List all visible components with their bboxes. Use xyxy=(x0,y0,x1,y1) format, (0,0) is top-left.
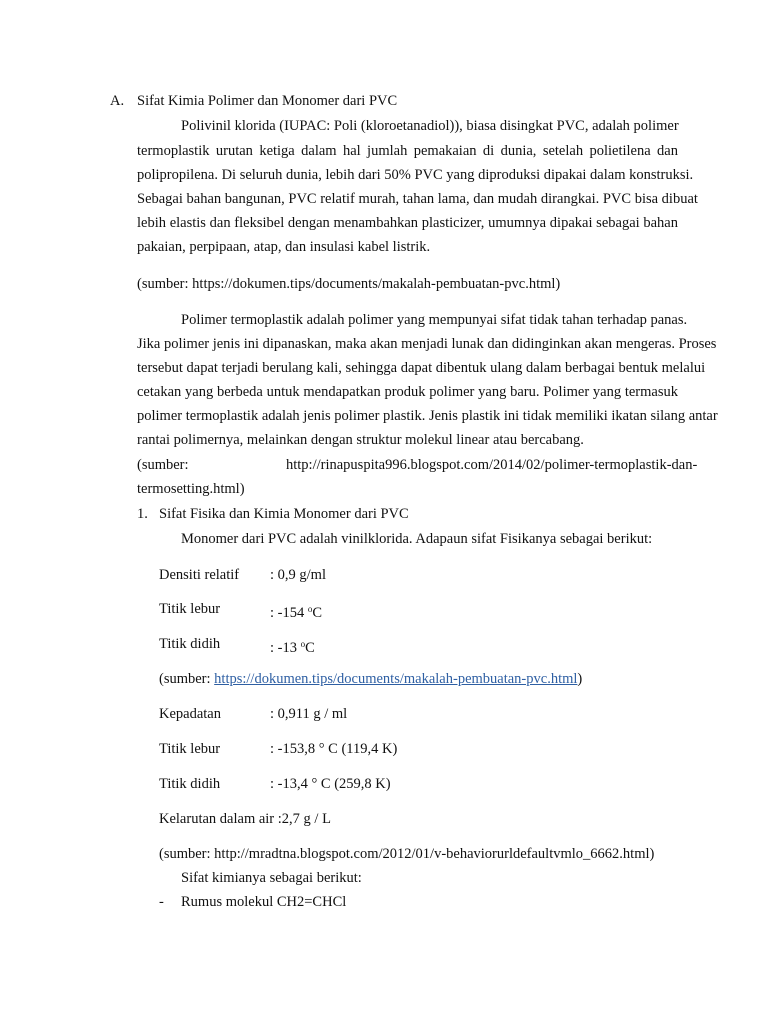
list-bullet: - xyxy=(159,894,164,910)
degree-superscript: o xyxy=(307,604,313,614)
prop-value xyxy=(270,600,322,622)
prop-value: : 0,911 g / ml xyxy=(270,706,348,722)
chemical-intro: Sifat kimianya sebagai berikut: xyxy=(181,870,362,886)
para2-line: rantai polimernya, melainkan dengan struktur molekul linear atau bercabang. xyxy=(137,432,584,448)
prop-value: : -153,8 ° C (119,4 K) xyxy=(270,741,398,757)
prop-unit: C xyxy=(305,640,315,656)
para2-line: tersebut dapat terjadi berulang kali, sehingga dapat dibentuk ulang dalam berbagai bentuk melalui xyxy=(137,360,706,376)
source-2-url: http://rinapuspita996.blogspot.com/2014/02/polimer-termoplastik-dan- xyxy=(286,457,698,473)
prop-value xyxy=(270,635,315,657)
subsection-1-marker: 1. xyxy=(137,506,148,522)
para2-line: Polimer termoplastik adalah polimer yang mempunyai sifat tidak tahan terhadap panas. xyxy=(181,312,688,328)
para1-line: pakaian, perpipaan, atap, dan insulasi kabel listrik. xyxy=(137,239,431,255)
subsection-1-intro: Monomer dari PVC adalah vinilklorida. Adapaun sifat Fisikanya sebagai berikut: xyxy=(181,531,653,547)
source-3-link[interactable]: https://dokumen.tips/documents/makalah-pembuatan-pvc.html xyxy=(214,671,578,687)
prop-label: Titik didih xyxy=(159,776,221,792)
para1-line: Polivinil klorida (IUPAC: Poli (kloroetanadiol)), biasa disingkat PVC, adalah polimer xyxy=(181,118,679,134)
section-a-heading: Sifat Kimia Polimer dan Monomer dari PVC xyxy=(137,93,398,109)
source-3-suffix: ) xyxy=(577,671,583,687)
prop-unit: C xyxy=(312,605,323,621)
section-a-marker: A. xyxy=(110,93,125,109)
prop-label: Densiti relatif xyxy=(159,567,240,583)
para2-line: Jika polimer jenis ini dipanaskan, maka akan menjadi lunak dan didinginkan akan mengeras. Proses xyxy=(137,336,717,352)
solubility-line: Kelarutan dalam air :2,7 g / L xyxy=(159,811,331,827)
source-1: (sumber: https://dokumen.tips/documents/makalah-pembuatan-pvc.html) xyxy=(137,276,561,292)
prop-value-number: : -13 xyxy=(270,640,301,656)
source-2-url-cont: termosetting.html) xyxy=(137,481,245,497)
prop-label: Titik didih xyxy=(159,636,221,652)
source-3 xyxy=(159,670,582,688)
source-3-prefix: (sumber: xyxy=(159,671,215,687)
prop-value: : 0,9 g/ml xyxy=(270,567,326,583)
para1-line: lebih elastis dan fleksibel dengan menambahkan plasticizer, umumnya dipakai sebagai bahan xyxy=(137,215,678,231)
prop-value-number: : -154 xyxy=(270,605,308,621)
prop-label: Kepadatan xyxy=(159,706,221,722)
degree-superscript: o xyxy=(300,639,306,649)
para1-line: polipropilena. Di seluruh dunia, lebih dari 50% PVC yang diproduksi dipakai dalam konstruksi. xyxy=(137,167,694,183)
para2-line: cetakan yang berbeda untuk mendapatkan produk polimer yang baru. Polimer yang termasuk xyxy=(137,384,678,400)
subsection-1-heading: Sifat Fisika dan Kimia Monomer dari PVC xyxy=(159,506,409,522)
para1-line: termoplastik urutan ketiga dalam hal jumlah pemakaian di dunia, setelah polietilena dan xyxy=(137,143,678,159)
prop-label: Titik lebur xyxy=(159,601,221,617)
source-2-label: (sumber: xyxy=(137,457,189,473)
para1-line: Sebagai bahan bangunan, PVC relatif murah, tahan lama, dan mudah dirangkai. PVC bisa dibuat xyxy=(137,191,698,207)
source-4: (sumber: http://mradtna.blogspot.com/2012/01/v-behaviorurldefaultvmlo_6662.html) xyxy=(159,846,655,862)
prop-value: : -13,4 ° C (259,8 K) xyxy=(270,776,391,792)
prop-label: Titik lebur xyxy=(159,741,221,757)
para2-line: polimer termoplastik adalah jenis polimer plastik. Jenis plastik ini tidak memiliki ikatan silang antar xyxy=(137,408,718,424)
list-item: Rumus molekul CH2=CHCl xyxy=(181,894,347,910)
